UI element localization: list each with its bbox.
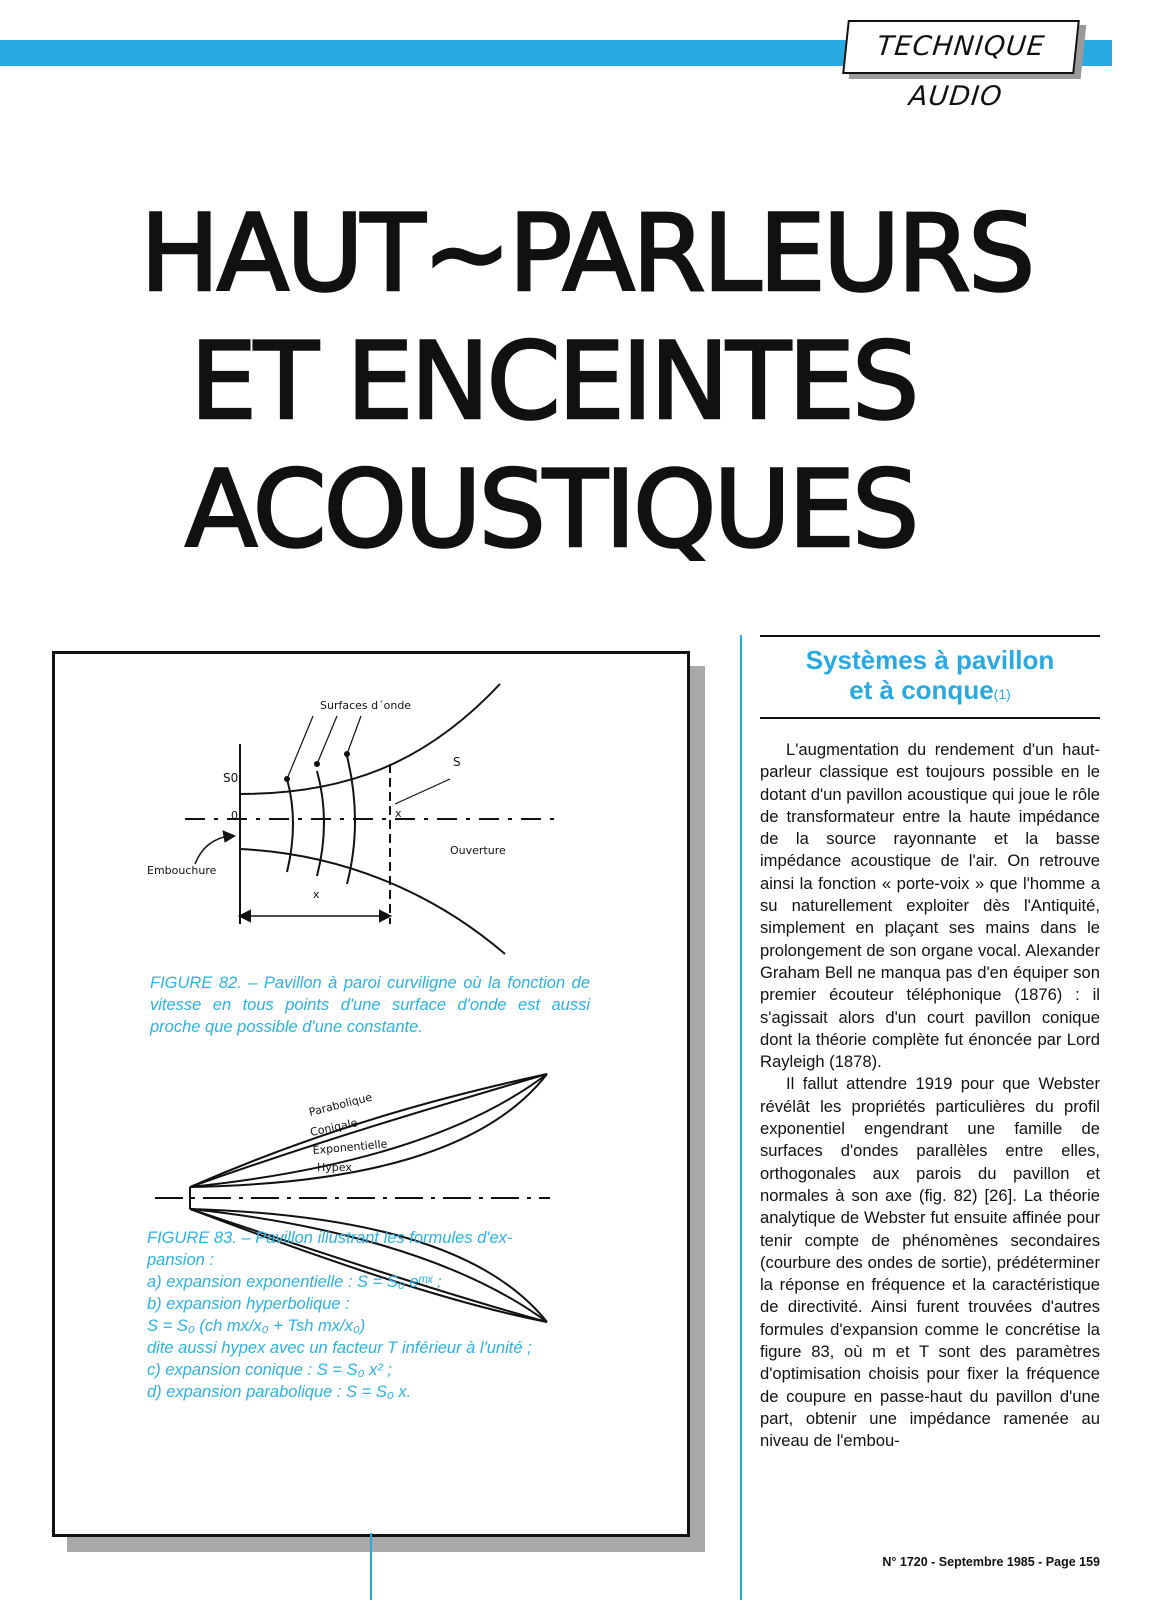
title-line-3: ACOUSTIQUES [185,448,917,571]
wavefront-1 [287,779,293,872]
fig83-caption-line-1: FIGURE 83. – Pavillon illustrant les formules d'ex- [147,1229,513,1247]
page-title [140,190,1040,574]
leader-line-2 [317,716,337,764]
leader-line-3 [347,716,361,754]
fig83-caption-line-3: a) expansion exponentielle : S = S₀ eᵐˣ ; [147,1273,442,1291]
leader-line-s [395,779,450,804]
label-ouverture: Ouverture [450,844,506,857]
label-embouchure: Embouchure [147,864,217,877]
fig83-caption-line-4: b) expansion hyperbolique : [147,1295,350,1313]
label-x-axis: x [395,807,402,820]
article-paragraph-2: Il fallut attendre 1919 pour que Webster révélât les propriétés particulières du profil exponentiel engendrant une famille de surfaces d'ondes parallèles entre elles, orthogonales aux parois du pavillon et normales à son axe (fig. 82) [26]. La théorie analytique de Webster fut ensuite affinée pour tenir compte de phénomènes secondaires (courbure des ondes de sortie), prédéterminer la réponse en fréquence et la caractéristique de directivité. Ainsi furent trouvées d'autres formules d'expansion comme le concrétise la figure 83, où m et T sont des paramètres d'optimisation choisis pour fixer la fréquence de coupure en passe-haut du pavillon d'une part, obtenir une impédance ramenée au niveau de l'embou- [760,1074,1100,1451]
label-parabolique: Parabolique [307,1090,374,1119]
label-surfaces-onde: Surfaces d´onde [320,699,412,712]
figure-82-diagram [185,684,560,954]
section-heading [760,645,1100,709]
title-line-2: ET ENCEINTES [190,320,917,443]
fig83-caption-line-5: S = S₀ (ch mx/x₀ + Tsh mx/x₀) [147,1317,366,1335]
heading-rule [760,635,1100,637]
title-line-1: HAUT~PARLEURS [140,192,1033,315]
leader-line-1 [287,716,313,779]
page-footer: N° 1720 - Septembre 1985 - Page 159 [882,1555,1100,1569]
label-hypex: Hypex [317,1161,352,1174]
section-rubric: TECHNIQUE AUDIO [842,20,1080,74]
wavefront-dot-1 [284,776,290,782]
section-heading-line-1: Systèmes à pavillon [805,645,1055,675]
section-heading-line-2: et à conque [849,675,994,705]
bottom-column-rule [370,1533,372,1600]
label-origin: 0 [231,809,238,822]
article-paragraph-1: L'augmentation du rendement d'un haut-parleur classique est toujours possible en le dotant d'un pavillon acoustique qui joue le rôle de transformateur entre la haute impédance de la source rayonnante et la basse impédance acoustique de l'air. On retrouve ainsi la fonction « porte-voix » que l'homme a su naturellement exploiter dès l'Antiquité, simplement en plaçant ses mains dans le prolongement de son organe vocal. Alexander Graham Bell ne manqua pas d'en équiper son premier écouteur téléphonique (1876) : il s'agissait alors d'un court pavillon conique dont la théorie complète fut énoncée par Lord Rayleigh (1878). [760,740,1100,1072]
label-exponentielle: Exponentielle [312,1137,388,1157]
fig83-caption-line-6: dite aussi hypex avec un facteur T inférieur à l'unité ; [147,1339,532,1357]
section-heading-note: (1) [993,686,1011,702]
heading-rule-bottom [760,717,1100,719]
label-x-dimension: x [313,888,320,901]
fig83-caption-line-7: c) expansion conique : S = S₀ x² ; [147,1361,392,1379]
wavefront-dot-2 [314,761,320,767]
figure-frame [52,651,690,1537]
column-rule [740,635,742,1600]
figure-82-caption: FIGURE 82. – Pavillon à paroi curviligne où la fonction de vitesse en tous points d'une surface d'onde est aussi proche que possible d'une constante. [150,974,590,1036]
article-column [760,635,1100,1453]
horn-lower-wall [240,849,505,954]
label-conique: Coniqale [308,1116,359,1139]
dimension-arrow-right [380,911,390,921]
figure-83-caption-lines [147,1227,627,1403]
embouchure-arrow-head [223,831,235,842]
label-s0: S0 [223,771,239,785]
wavefront-dot-3 [344,751,350,757]
fig83-caption-line-8: d) expansion parabolique : S = S₀ x. [147,1383,412,1401]
fig83-caption-line-2: pansion : [147,1251,214,1269]
label-s: S [453,755,461,769]
dimension-arrow-left [240,911,250,921]
